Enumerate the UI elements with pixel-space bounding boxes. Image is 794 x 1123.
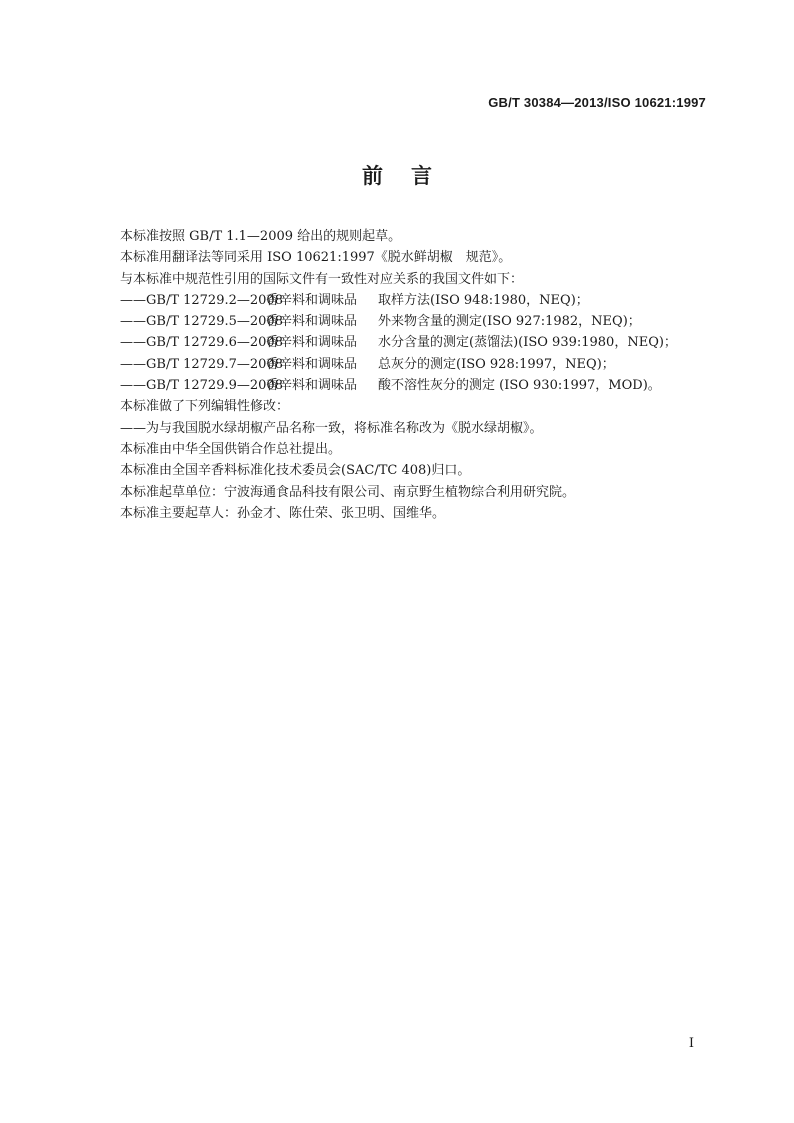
reference-desc: 取样方法(ISO 948:1980，NEQ)； (378, 292, 589, 308)
reference-category: 香辛料和调味品 (266, 335, 358, 351)
reference-item (120, 332, 720, 353)
paragraph: 本标准用翻译法等同采用 ISO 10621:1997《脱水鲜胡椒 规范》。 (120, 250, 512, 266)
reference-desc: 总灰分的测定(ISO 928:1997，NEQ)； (378, 356, 615, 372)
page-number: I (688, 1036, 694, 1051)
reference-desc: 外来物含量的测定(ISO 927:1982，NEQ)； (378, 314, 641, 330)
reference-code: ——GB/T 12729.2—2008 (120, 292, 283, 308)
edit-item: ——为与我国脱水绿胡椒产品名称一致，将标准名称改为《脱水绿胡椒》。 (120, 420, 543, 436)
reference-code: ——GB/T 12729.5—2008 (120, 314, 283, 330)
reference-code: ——GB/T 12729.6—2008 (120, 335, 283, 351)
reference-desc: 酸不溶性灰分的测定 (ISO 930:1997，MOD)。 (378, 378, 661, 394)
paragraph: 本标准由全国辛香料标准化技术委员会(SAC/TC 408)归口。 (120, 463, 471, 479)
paragraph: 本标准起草单位：宁波海通食品科技有限公司、南京野生植物综合利用研究院。 (120, 484, 576, 500)
reference-item (120, 290, 720, 311)
paragraph: 本标准主要起草人：孙金才、陈仕荣、张卫明、国维华。 (120, 505, 446, 521)
reference-category: 香辛料和调味品 (266, 314, 358, 330)
reference-item (120, 354, 720, 375)
standard-code: GB/T 30384—2013/ISO 10621:1997 (488, 95, 706, 110)
reference-item (120, 311, 720, 332)
paragraph: 与本标准中规范性引用的国际文件有一致性对应关系的我国文件如下： (120, 271, 524, 287)
paragraph: 本标准做了下列编辑性修改： (120, 399, 290, 415)
paragraph: 本标准由中华全国供销合作总社提出。 (120, 441, 342, 457)
reference-category: 香辛料和调味品 (266, 292, 358, 308)
reference-category: 香辛料和调味品 (266, 356, 358, 372)
reference-category: 香辛料和调味品 (266, 378, 358, 394)
page-title: 前言 (362, 164, 460, 188)
reference-code: ——GB/T 12729.9—2008 (120, 378, 283, 394)
reference-desc: 水分含量的测定(蒸馏法)(ISO 939:1980，NEQ)； (378, 335, 677, 351)
reference-code: ——GB/T 12729.7—2008 (120, 356, 283, 372)
foreword-body (120, 226, 720, 524)
paragraph: 本标准按照 GB/T 1.1—2009 给出的规则起草。 (120, 229, 402, 244)
reference-item (120, 375, 720, 396)
